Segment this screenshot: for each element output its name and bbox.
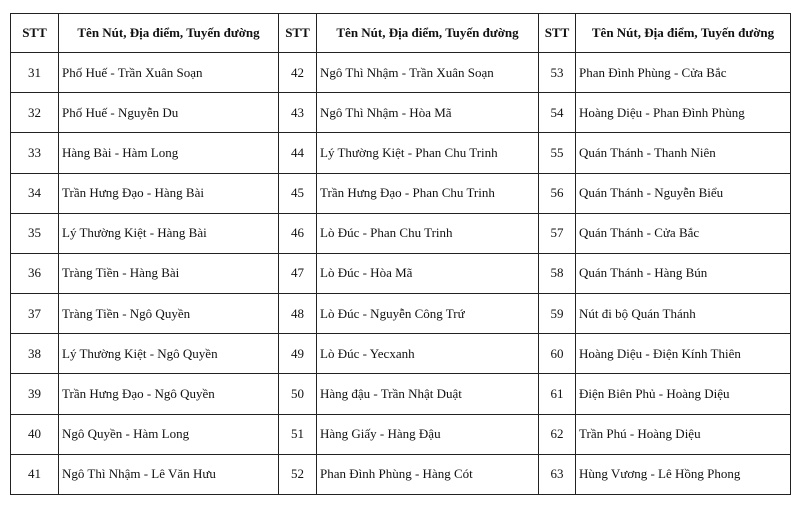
table-row — [11, 133, 791, 173]
table-row — [11, 374, 791, 414]
row-number: 57 — [539, 213, 576, 253]
intersection-name: Quán Thánh - Cửa Bắc — [576, 213, 791, 253]
intersection-name: Hoàng Diệu - Phan Đình Phùng — [576, 93, 791, 133]
intersection-name: Lý Thường Kiệt - Hàng Bài — [59, 213, 279, 253]
intersection-name: Lò Đúc - Phan Chu Trinh — [317, 213, 539, 253]
row-number: 35 — [11, 213, 59, 253]
row-number: 45 — [279, 173, 317, 213]
header-name: Tên Nút, Địa điểm, Tuyến đường — [317, 14, 539, 53]
row-number: 55 — [539, 133, 576, 173]
intersection-name: Lò Đúc - Yecxanh — [317, 334, 539, 374]
row-number: 39 — [11, 374, 59, 414]
intersection-name: Ngô Thì Nhậm - Hòa Mã — [317, 93, 539, 133]
row-number: 54 — [539, 93, 576, 133]
intersection-name: Phố Huế - Trần Xuân Soạn — [59, 53, 279, 93]
row-number: 38 — [11, 334, 59, 374]
row-number: 43 — [279, 93, 317, 133]
intersection-name: Nút đi bộ Quán Thánh — [576, 294, 791, 334]
intersection-name: Lò Đúc - Hòa Mã — [317, 253, 539, 293]
intersection-name: Ngô Quyền - Hàm Long — [59, 414, 279, 454]
row-number: 40 — [11, 414, 59, 454]
intersection-name: Quán Thánh - Thanh Niên — [576, 133, 791, 173]
header-name: Tên Nút, Địa điểm, Tuyến đường — [59, 14, 279, 53]
row-number: 56 — [539, 173, 576, 213]
row-number: 59 — [539, 294, 576, 334]
table-row — [11, 253, 791, 293]
row-number: 34 — [11, 173, 59, 213]
row-number: 61 — [539, 374, 576, 414]
row-number: 42 — [279, 53, 317, 93]
table-row — [11, 213, 791, 253]
intersection-name: Lý Thường Kiệt - Ngô Quyền — [59, 334, 279, 374]
row-number: 37 — [11, 294, 59, 334]
row-number: 62 — [539, 414, 576, 454]
intersection-name: Quán Thánh - Hàng Bún — [576, 253, 791, 293]
row-number: 31 — [11, 53, 59, 93]
intersection-name: Phan Đình Phùng - Cửa Bắc — [576, 53, 791, 93]
intersection-name: Trần Hưng Đạo - Phan Chu Trinh — [317, 173, 539, 213]
table-row — [11, 414, 791, 454]
intersection-name: Hàng Giấy - Hàng Đậu — [317, 414, 539, 454]
row-number: 60 — [539, 334, 576, 374]
header-stt: STT — [279, 14, 317, 53]
table-row — [11, 454, 791, 494]
intersection-name: Hàng đậu - Trần Nhật Duật — [317, 374, 539, 414]
row-number: 44 — [279, 133, 317, 173]
intersection-name: Trần Hưng Đạo - Ngô Quyền — [59, 374, 279, 414]
row-number: 51 — [279, 414, 317, 454]
row-number: 58 — [539, 253, 576, 293]
intersection-name: Hùng Vương - Lê Hồng Phong — [576, 454, 791, 494]
intersection-name: Tràng Tiền - Ngô Quyền — [59, 294, 279, 334]
row-number: 41 — [11, 454, 59, 494]
intersection-name: Ngô Thì Nhậm - Trần Xuân Soạn — [317, 53, 539, 93]
row-number: 53 — [539, 53, 576, 93]
intersection-name: Phố Huế - Nguyễn Du — [59, 93, 279, 133]
intersection-table — [10, 13, 791, 495]
intersection-name: Điện Biên Phủ - Hoàng Diệu — [576, 374, 791, 414]
table-row — [11, 53, 791, 93]
table-row — [11, 334, 791, 374]
table-row — [11, 93, 791, 133]
header-stt: STT — [11, 14, 59, 53]
intersection-name: Lò Đúc - Nguyễn Công Trứ — [317, 294, 539, 334]
intersection-name: Tràng Tiền - Hàng Bài — [59, 253, 279, 293]
row-number: 52 — [279, 454, 317, 494]
row-number: 50 — [279, 374, 317, 414]
row-number: 63 — [539, 454, 576, 494]
row-number: 36 — [11, 253, 59, 293]
table-row — [11, 294, 791, 334]
row-number: 48 — [279, 294, 317, 334]
row-number: 47 — [279, 253, 317, 293]
row-number: 49 — [279, 334, 317, 374]
header-stt: STT — [539, 14, 576, 53]
header-name: Tên Nút, Địa điểm, Tuyến đường — [576, 14, 791, 53]
row-number: 46 — [279, 213, 317, 253]
intersection-name: Trần Phú - Hoàng Diệu — [576, 414, 791, 454]
row-number: 32 — [11, 93, 59, 133]
table-row — [11, 173, 791, 213]
row-number: 33 — [11, 133, 59, 173]
intersection-name: Hàng Bài - Hàm Long — [59, 133, 279, 173]
intersection-name: Trần Hưng Đạo - Hàng Bài — [59, 173, 279, 213]
intersection-name: Ngô Thì Nhậm - Lê Văn Hưu — [59, 454, 279, 494]
intersection-name: Lý Thường Kiệt - Phan Chu Trinh — [317, 133, 539, 173]
header-row — [11, 14, 791, 53]
intersection-name: Phan Đình Phùng - Hàng Cót — [317, 454, 539, 494]
intersection-name: Quán Thánh - Nguyễn Biểu — [576, 173, 791, 213]
intersection-name: Hoàng Diệu - Điện Kính Thiên — [576, 334, 791, 374]
